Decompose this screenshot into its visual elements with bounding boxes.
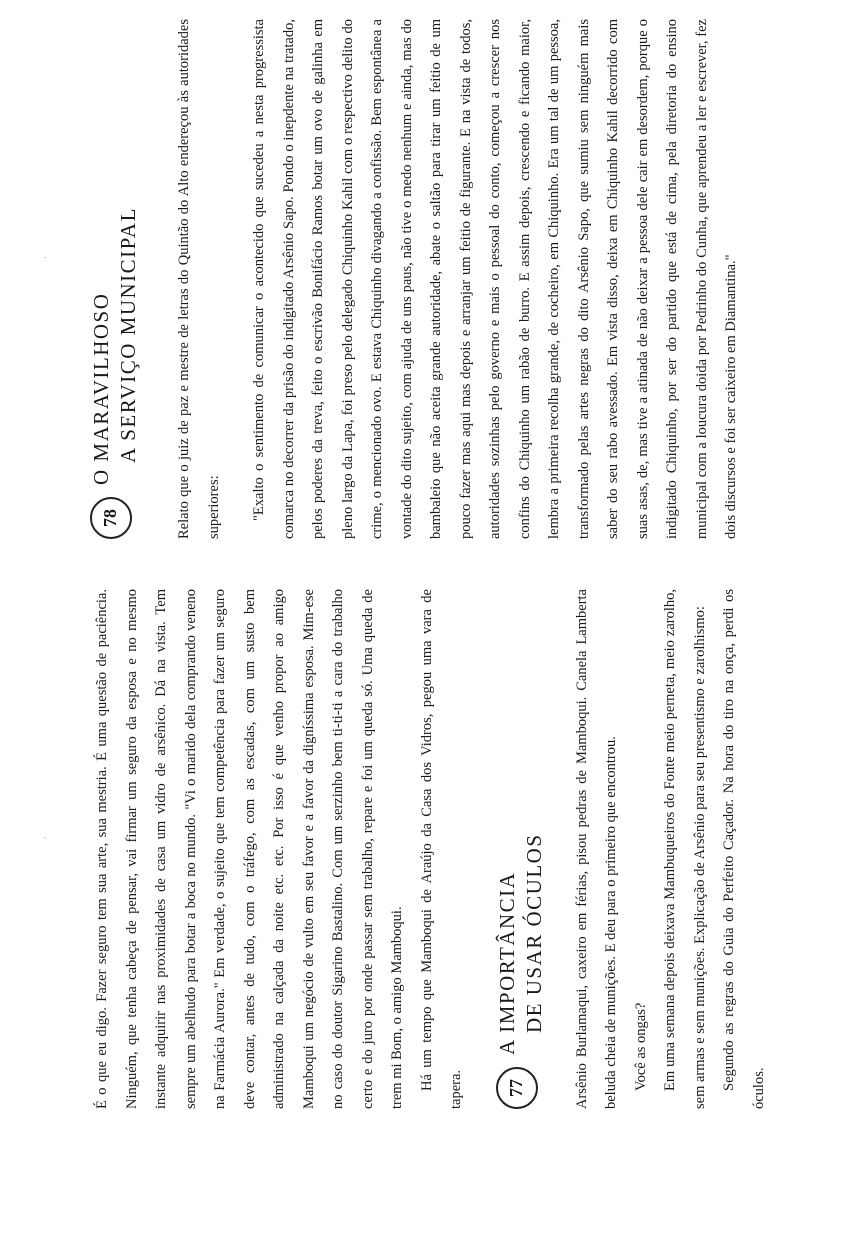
chapter-number-badge: 77 [496, 1067, 538, 1109]
intro-paragraph: Relato que o juiz de paz e mestre de letras do Quintão do Alto endereçou às autoridades superiores: [176, 19, 222, 539]
chapter-title [494, 833, 548, 1055]
chapter-title-line1: A IMPORTÂNCIA [494, 871, 519, 1055]
chapter-number-badge: 78 [90, 497, 132, 539]
chapter-title-line2: DE USAR ÓCULOS [521, 833, 546, 1033]
chapter-heading-77 [494, 589, 548, 1109]
letter-body: "Exalto o sentimento de comunicar o acontecido que sucedeu a nesta progressista comarca no decorrer da prisão do indigitado Arsênio Sapo. Pondo o inepdente na tratado, pelos poderes da treva, feito o escrivão Bonifácio Ramos botar um ovo de galinha em pleno largo da Lapa, foi preso pelo delegado Chiquinho Kahil com o respectivo delito do crime, o mencionado ovo. E estava Chiquinho divagando a confissão. Bem espontânea a vontade do dito sujeito, com ajuda de uns paus, não tive o medo nenhum e ainda, mas do bambaleio que não aceita grande autoridade, abate o saltão para tirar um feitio de um pouco fazer mas aqui mas depois e arranjar um feitio de figurante. E na vista de todos, autoridades sozinhas pelo governo e mais o pessoal do conto, começou a crescer nos confins do Chiquinho um rabão de burro. E assim depois, crescendo e ficando maior, lembra a primeira recolha grande, de cocheiro, em Chiquinho. Era um tal de um pessoa, transformado pelas artes negras do dito Arsênio Sapo, que sumiu sem ninguém mais saber do seu rabo avessado. Em vista disso, deixa em Chiquinho Kahil decorrido com suas asas, de, mas tive a atinada de não deixar a pessoa dele cair em desordem, porque o indigitado Chiquinho, por ser do partido que está de cima, pela diretoria do ensino municipal com a loucura doida por Pedrinho do Cunha, que aprendeu a ler e escrever, fez dois discursos e foi ser caixeiro em Diamantina." [251, 19, 739, 539]
paragraph: Há um tempo que Mamboqui de Araújo da Casa dos Vidros, pegou uma vara de tapera. [418, 589, 464, 1109]
right-page [88, 19, 747, 539]
chapter-heading-78 [88, 19, 142, 539]
paragraph: É o que eu digo. Fazer seguro tem sua arte, sua mestria. É uma questão de paciência. Ninguém, que tenha cabeça de pensar, vai firmar um seguro da esposa e no mesmo instante adquirir nas proximidades de casa um vidro de arsênico. Dá na vista. Tem sempre um abelhudo para botar a boca no mundo. "Vi o marido dela comprando veneno na Farmácia Aurora." Em verdade, o sujeito que tem competência para fazer um seguro deve contar, antes de tudo, com o tráfego, com as escadas, com um susto bem administrado na calçada da noite etc. etc. Por isso é que venho propor ao amigo Mamboqui um negócio de vulto em seu favor e a favor da digníssima esposa. Mim-ese no caso do doutor Sigarino Bastalino. Com um serzinho bem ti-ti-ti a cara do trabalho certo e do juro por onde passar sem trabalho, repare e foi um queda só. Uma queda de trem mi Bom, o amigo Mamboqui. [94, 589, 405, 1109]
chapter-title-line2: A SERVIÇO MUNICIPAL [116, 207, 140, 463]
chapter-title-line1: O MARAVILHOSO [89, 292, 113, 485]
paragraph: Em uma semana depois deixava Mambuqueiros do Fonte meio perneta, meio zarolho, sem armas e sem munições. Explicação de Arsênio para seu presentismo e zarolhismo: [662, 589, 708, 1109]
margin-mark: · [40, 836, 50, 839]
paragraph: Arsênio Burlamaqui, caxeiro em férias, pisou pedras de Mamboqui. Canela Lamberta beluda cheia de munições. E deu para o primeiro que encontrou. [573, 589, 619, 1109]
paragraph: Você as ongas? [632, 1002, 649, 1091]
left-page [88, 589, 774, 1109]
paragraph: Segundo as regras do Guia do Perfeito Caçador. Na hora do tiro na onça, perdi os óculos. [721, 589, 767, 1109]
margin-mark: · [40, 256, 50, 259]
chapter-title [88, 207, 142, 485]
